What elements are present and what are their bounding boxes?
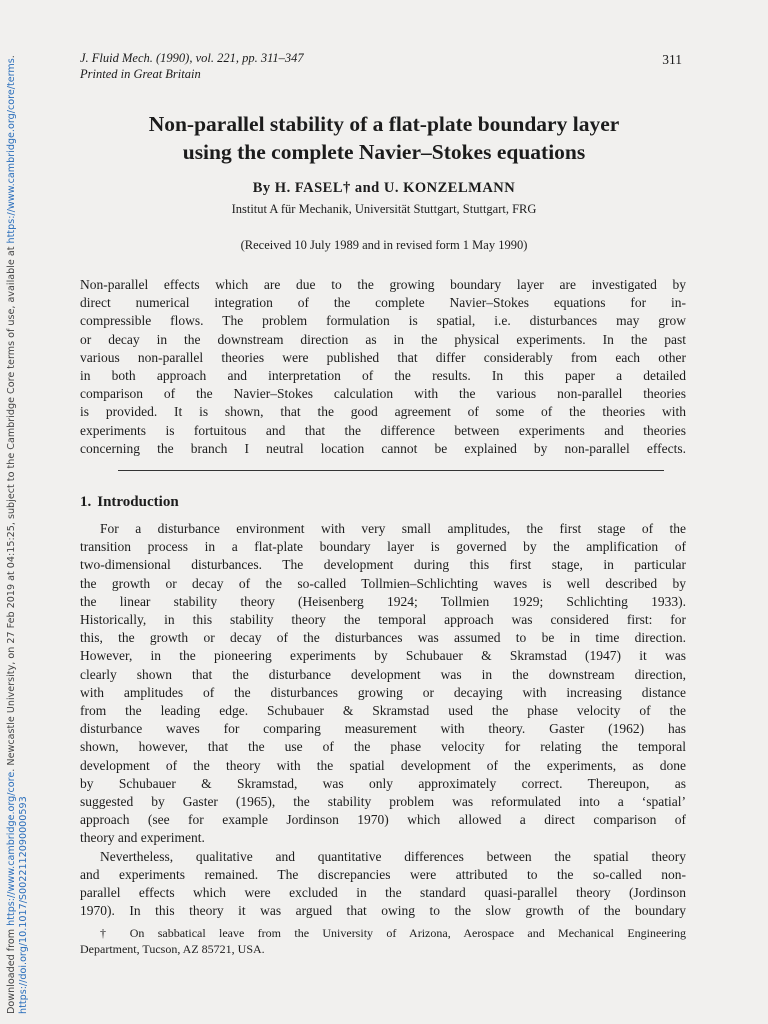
abstract-line: Non-parallel effects which are due to the growing boundary layer are investigated by	[80, 277, 686, 292]
section-title: Introduction	[97, 494, 179, 510]
body-line: transition process in a flat-plate boundary layer is governed by the amplification of	[80, 539, 686, 555]
body-line: development of the theory with the spatial development of the experiments, as done	[80, 757, 686, 773]
footnote	[80, 926, 686, 957]
abstract-line: experiments is fortuitous and that the difference between experiments and theories	[80, 422, 686, 438]
body-line: with amplitudes of the disturbances growing or decaying with increasing distance	[80, 684, 686, 700]
download-prefix: Downloaded from	[6, 925, 17, 1014]
abstract-line: is provided. It is shown, that the good agreement of some of the theories with	[80, 404, 686, 420]
cambridge-core-link[interactable]: https://www.cambridge.org/core	[6, 771, 17, 926]
body-line: and experiments remained. The discrepancies were attributed to the so-called non-	[80, 866, 686, 882]
body-line: 1970). In this theory it was argued that owing to the slow growth of the boundary	[80, 903, 686, 919]
affiliation: Institut A für Mechanik, Universität Stuttgart, Stuttgart, FRG	[231, 202, 537, 216]
body-line: Historically, in this stability theory the temporal approach was considered first: for	[80, 612, 686, 628]
body-line: suggested by Gaster (1965), the stability problem was reformulated into a ‘spatial’	[80, 794, 686, 810]
body-line: theory and experiment.	[80, 830, 205, 846]
body-text	[80, 520, 686, 920]
body-line: approach (see for example Jordinson 1970) which allowed a direct comparison of	[80, 812, 686, 828]
terms-link[interactable]: https://www.cambridge.org/core/terms	[6, 58, 17, 244]
doi-line	[18, 796, 29, 1014]
page-number: 311	[662, 52, 682, 67]
download-sidebar	[0, 0, 29, 1024]
section-number: 1.	[80, 494, 92, 510]
download-suffix: .	[6, 55, 17, 59]
title-line: Non-parallel stability of a flat-plate boundary layer	[148, 112, 620, 136]
section-heading	[80, 494, 185, 511]
abstract-line: direct numerical integration of the complete Navier–Stokes equations for in-	[80, 295, 686, 311]
body-line: two-dimensional disturbances. The development during this first stage, in particular	[80, 557, 686, 573]
body-line: For a disturbance environment with very small amplitudes, the first stage of the	[100, 521, 686, 536]
body-line: by Schubauer & Skramstad, was only approximately correct. Thereupon, as	[80, 775, 686, 791]
abstract-line: in both approach and interpretation of the results. In this paper a detailed	[80, 368, 686, 384]
body-line: disturbance waves for comparing measurement with theory. Gaster (1962) has	[80, 721, 686, 737]
abstract-line: compressible flows. The problem formulation is spatial, i.e. disturbances may grow	[80, 313, 686, 329]
footnote-line: Department, Tucson, AZ 85721, USA.	[80, 941, 265, 956]
abstract	[80, 276, 686, 458]
body-line: the growth or decay of the so-called Tollmien–Schlichting waves is well described by	[80, 575, 686, 591]
body-line: parallel effects which were excluded in the standard quasi-parallel theory (Jordinson	[80, 885, 686, 901]
authors: By H. FASEL† and U. KONZELMANN	[252, 180, 516, 196]
doi-link[interactable]: https://doi.org/10.1017/S0022112090000593	[18, 796, 29, 1014]
title-line: using the complete Navier–Stokes equations	[182, 140, 586, 164]
body-line: clearly shown that the disturbance development was in the downstream direction,	[80, 666, 686, 682]
body-line: from the leading edge. Schubauer & Skramstad used the phase velocity of the	[80, 703, 686, 719]
download-notice	[6, 55, 17, 1014]
body-line: the linear stability theory (Heisenberg 1924; Tollmien 1929; Schlichting 1933).	[80, 593, 686, 609]
paper-title	[60, 110, 708, 166]
running-header	[80, 50, 304, 82]
body-line: shown, however, that the use of the phase velocity for relating the temporal	[80, 739, 686, 755]
body-line: Nevertheless, qualitative and quantitative differences between the spatial theory	[100, 848, 686, 864]
abstract-line: comparison of the Navier–Stokes calculation with the various non-parallel theories	[80, 386, 686, 402]
abstract-line: or decay in the downstream direction as in the physical experiments. In the past	[80, 331, 686, 347]
footnote-line: † On sabbatical leave from the University of Arizona, Aerospace and Mechanical Engineering	[100, 926, 686, 940]
abstract-line: concerning the branch I neutral location cannot be explained by non-parallel effects.	[80, 440, 686, 456]
journal-citation: J. Fluid Mech. (1990), vol. 221, pp. 311–347	[80, 51, 304, 65]
body-line: this, the growth or decay of the disturbances was assumed to be in time direction.	[80, 630, 686, 646]
download-details: . Newcastle University, on 27 Feb 2019 at 04:15:25, subject to the Cambridge Core terms of use, available at	[6, 243, 17, 772]
printed-in: Printed in Great Britain	[80, 67, 201, 81]
body-line: However, in the pioneering experiments by Schubauer & Skramstad (1947) it was	[80, 648, 686, 664]
abstract-line: various non-parallel theories were published that differ considerably from each other	[80, 349, 686, 365]
received-dates: (Received 10 July 1989 and in revised form 1 May 1990)	[240, 238, 528, 252]
section-divider	[118, 470, 664, 471]
